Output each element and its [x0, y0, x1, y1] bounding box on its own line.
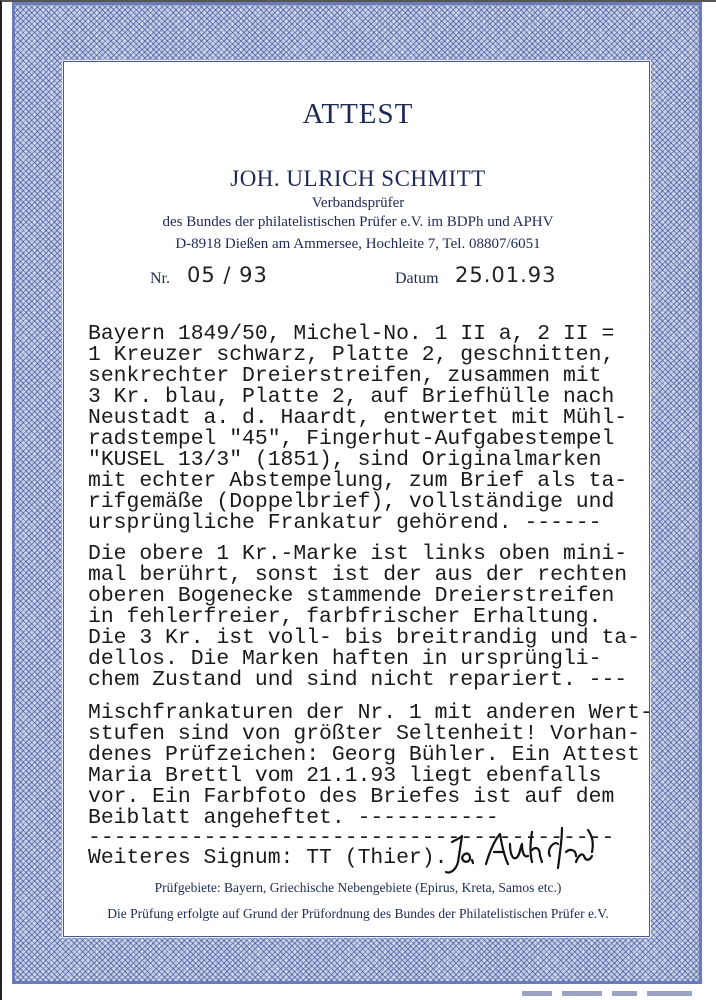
body-line: dellos. Die Marken haften in ursprüngli- — [88, 647, 602, 671]
body-line: oberen Bogenecke stammende Dreierstreifen — [88, 584, 615, 608]
body-line: mit echter Abstempelung, zum Brief als ta- — [88, 469, 628, 493]
body-line: Die obere 1 Kr.-Marke ist links oben mini- — [88, 542, 628, 566]
body-line: stufen sind von größter Seltenheit! Vorhan- — [88, 722, 640, 746]
number-value: 05 / 93 — [187, 263, 268, 287]
body-line: "KUSEL 13/3" (1851), sind Originalmarken — [88, 448, 602, 472]
association-line: des Bundes der philatelistischen Prüfer e.V. im BDPh und APHV — [162, 214, 554, 230]
body-line: 3 Kr. blau, Platte 2, auf Briefhülle nach — [88, 385, 615, 409]
body-line: Neustadt a. d. Haardt, entwertet mit Mühl- — [88, 406, 628, 430]
body-line: Bayern 1849/50, Michel-No. 1 II a, 2 II = — [88, 322, 615, 346]
body-line: radstempel "45", Fingerhut-Aufgabestempel — [88, 427, 615, 451]
body-line: in fehlerfreier, farbfrischer Erhaltung. — [88, 605, 602, 629]
body-line: 1 Kreuzer schwarz, Platte 2, geschnitten, — [88, 343, 615, 367]
handwritten-signature — [442, 822, 602, 880]
scan-marker-strip — [512, 988, 712, 1000]
address-line: D-8918 Dießen am Ammersee, Hochleite 7, Tel. 08807/6051 — [175, 236, 541, 252]
body-line: Beiblatt angeheftet. ----------- — [88, 806, 499, 830]
body-line: Die 3 Kr. ist voll- bis breitrandig und ta- — [88, 626, 640, 650]
number-label: Nr. — [150, 270, 170, 287]
body-line: denes Prüfzeichen: Georg Bühler. Ein Attest — [88, 743, 640, 767]
footer-areas: Prüfgebiete: Bayern, Griechische Nebengebiete (Epirus, Kreta, Samos etc.) — [154, 880, 562, 895]
body-line: ursprüngliche Frankatur gehörend. ------ — [88, 511, 602, 535]
body-line: chem Zustand und sind nicht repariert. --- — [88, 668, 628, 692]
body-line: vor. Ein Farbfoto des Briefes ist auf dem — [88, 785, 615, 809]
certificate-title: ATTEST — [302, 98, 414, 130]
date-value: 25.01.93 — [455, 263, 557, 287]
body-line: Mischfrankaturen der Nr. 1 mit anderen Wert- — [88, 701, 653, 725]
date-label: Datum — [395, 270, 439, 287]
signum-line: Weiteres Signum: TT (Thier). — [88, 846, 448, 870]
examiner-name: JOH. ULRICH SCHMITT — [230, 166, 486, 191]
body-line: rifgemäße (Doppelbrief), vollständige und — [88, 490, 615, 514]
body-line: Maria Brettl vom 21.1.93 liegt ebenfalls — [88, 764, 602, 788]
body-line: mal berührt, sonst ist der aus der rechten — [88, 563, 628, 587]
examiner-role: Verbandsprüfer — [311, 195, 405, 211]
footer-rules: Die Prüfung erfolgte auf Grund der Prüfordnung des Bundes der Philatelistischen Prüfer e.V. — [107, 906, 609, 921]
dash-separator: ----------------------------------------- — [88, 826, 615, 850]
body-line: senkrechter Dreierstreifen, zusammen mit — [88, 364, 602, 388]
